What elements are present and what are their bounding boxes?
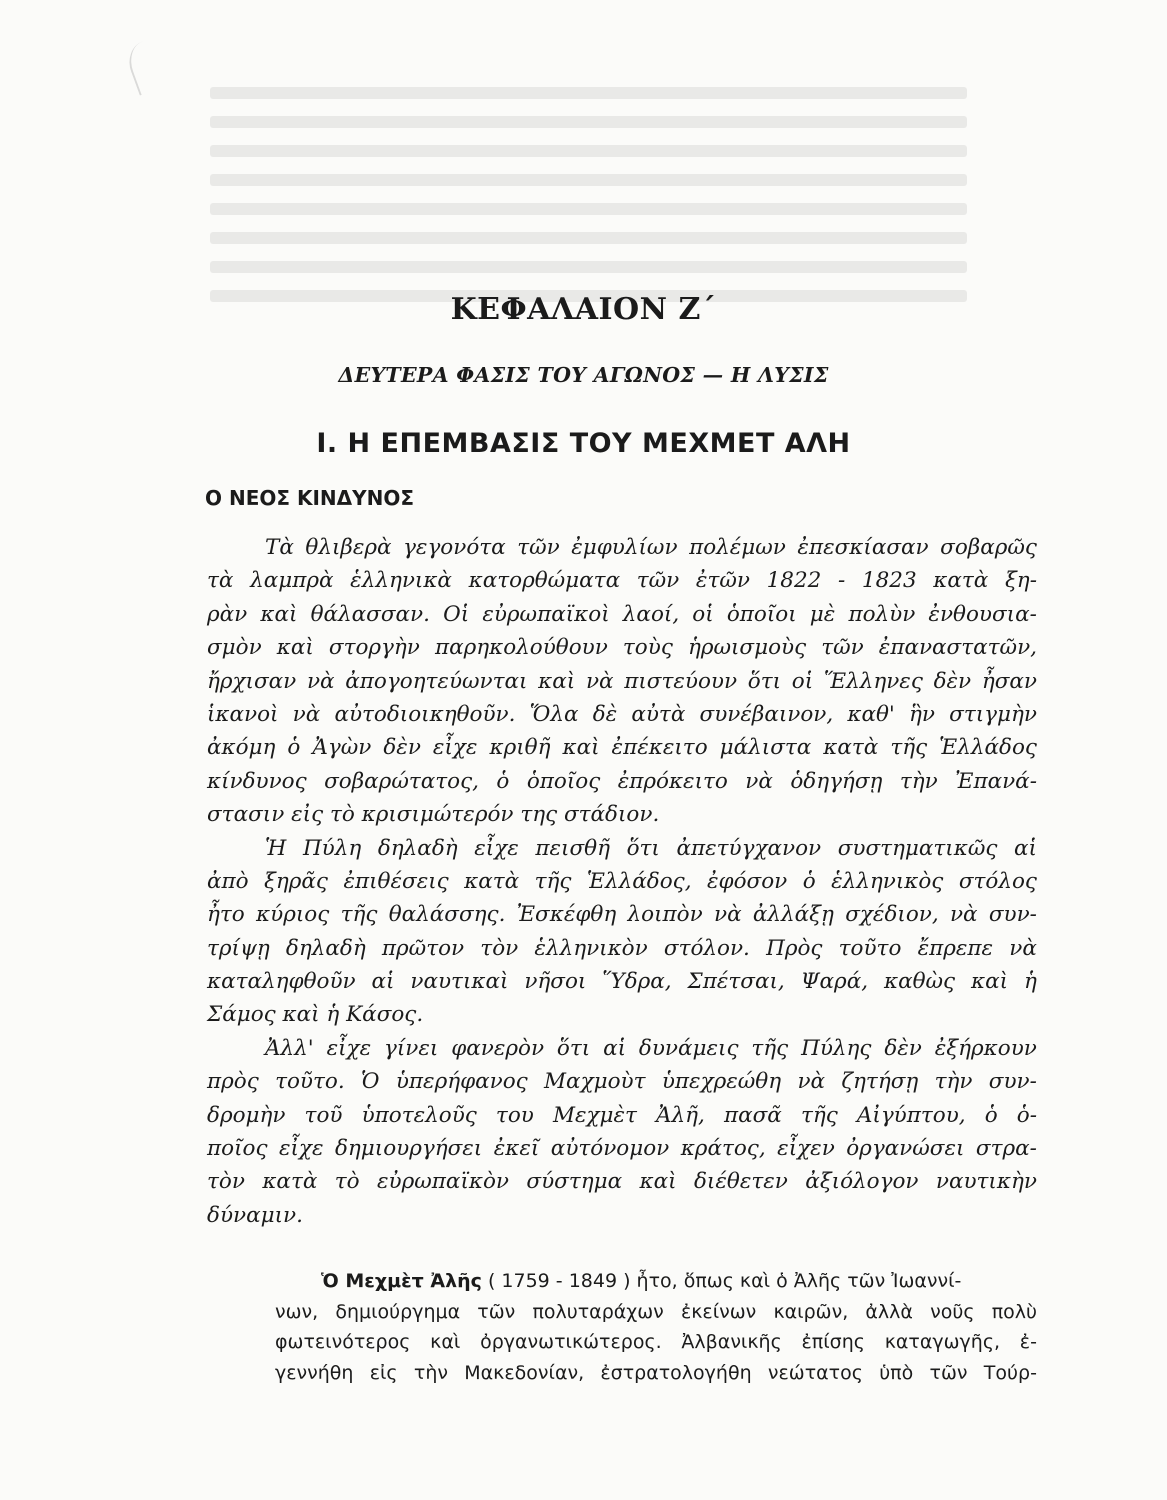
note-line: νων, δημιούργημα τῶν πολυταράχων ἐκείνων καιρῶν, ἀλλὰ νοῦς πολὺ xyxy=(275,1300,1037,1323)
margin-pencil-mark xyxy=(123,34,180,95)
text-line: ρὰν καὶ θάλασσαν. Οἱ εὐρωπαϊκοὶ λαοί, οἱ ὁποῖοι μὲ πολὺν ἐνθουσια- xyxy=(207,601,1037,627)
section-title: Ι. Η ΕΠΕΜΒΑΣΙΣ ΤΟΥ ΜΕΧΜΕΤ ΑΛΗ xyxy=(316,428,851,459)
text-line: δύναμιν. xyxy=(207,1202,303,1228)
text-line: ἀκόμη ὁ Ἀγὼν δὲν εἶχε κριθῆ καὶ ἐπέκειτο μάλιστα κατὰ τῆς Ἑλλάδος xyxy=(207,735,1037,761)
body-text xyxy=(207,535,1037,1236)
paragraph-3 xyxy=(207,1036,1037,1236)
note-line: φωτεινότερος καὶ ὀργανωτικώτερος. Ἀλβανικῆς ἐπίσης καταγωγῆς, ἐ- xyxy=(275,1331,1037,1353)
chapter-title: ΚΕΦΑΛΑΙΟΝ Ζ΄ xyxy=(450,292,717,327)
note-lines xyxy=(275,1301,1037,1393)
text-line: ἤρχισαν νὰ ἀπογοητεύωνται καὶ νὰ πιστεύουν ὅτι οἱ Ἕλληνες δὲν ἦσαν xyxy=(207,668,1037,694)
show-through-text xyxy=(0,70,1167,330)
text-line: δρομὴν τοῦ ὑποτελοῦς του Μεχμὲτ Ἀλῆ, πασᾶ τῆς Αἰγύπτου, ὁ ὁ- xyxy=(207,1102,1037,1128)
section-heading: Ο ΝΕΟΣ ΚΙΝΔΥΝΟΣ xyxy=(205,486,415,510)
note-first-line: ( 1759 - 1849 ) ἦτο, ὅπως καὶ ὁ Ἀλῆς τῶν Ἰωαννί- xyxy=(487,1270,962,1292)
text-line: ποῖος εἶχε δημιουργήσει ἐκεῖ αὐτόνομον κράτος, εἶχεν ὀργανώσει στρα- xyxy=(207,1136,1037,1162)
text-line: Ἡ Πύλη δηλαδὴ εἶχε πεισθῆ ὅτι ἀπετύγχανον συστηματικῶς αἱ xyxy=(265,835,1037,861)
note-line: γεννήθη εἰς τὴν Μακεδονίαν, ἐστρατολογήθη νεώτατος ὑπὸ τῶν Τούρ- xyxy=(275,1361,1037,1384)
note-bold-lead: Ὁ Μεχμὲτ Ἀλῆς xyxy=(321,1270,482,1292)
note-line xyxy=(275,1270,1037,1301)
text-line: τὸν κατὰ τὸ εὐρωπαϊκὸν σύστημα καὶ διέθετεν ἀξιόλογον ναυτικὴν xyxy=(207,1169,1037,1195)
text-line: πρὸς τοῦτο. Ὁ ὑπερήφανος Μαχμοὺτ ὑπεχρεώθη νὰ ζητήσῃ τὴν συν- xyxy=(207,1069,1037,1095)
text-line: κίνδυνος σοβαρώτατος, ὁ ὁποῖος ἐπρόκειτο νὰ ὁδηγήσῃ τὴν Ἐπανά- xyxy=(207,768,1037,794)
paragraph-2 xyxy=(207,836,1037,1036)
biographical-note xyxy=(275,1270,1037,1392)
text-line: σμὸν καὶ στοργὴν παρηκολούθουν τοὺς ἡρωισμοὺς τῶν ἐπαναστατῶν, xyxy=(207,635,1037,661)
text-line: Τὰ θλιβερὰ γεγονότα τῶν ἐμφυλίων πολέμων ἐπεσκίασαν σοβαρῶς xyxy=(265,535,1037,560)
text-line: τρίψῃ δηλαδὴ πρῶτον τὸν ἑλληνικὸν στόλον. Πρὸς τοῦτο ἔπρεπε νὰ xyxy=(207,935,1037,961)
text-line: στασιν εἰς τὸ κρισιμώτερόν της στάδιον. xyxy=(207,802,660,828)
text-line: ἦτο κύριος τῆς θαλάσσης. Ἐσκέφθη λοιπὸν νὰ ἀλλάξῃ σχέδιον, νὰ συν- xyxy=(207,902,1037,928)
text-line: τὰ λαμπρὰ ἑλληνικὰ κατορθώματα τῶν ἐτῶν 1822 - 1823 κατὰ ξη- xyxy=(207,568,1037,594)
chapter-subtitle: ΔΕΥΤΕΡΑ ΦΑΣΙΣ ΤΟΥ ΑΓΩΝΟΣ — Η ΛΥΣΙΣ xyxy=(338,363,829,387)
paragraph-1 xyxy=(207,535,1037,836)
text-line: Σάμος καὶ ἡ Κάσος. xyxy=(207,1002,424,1028)
text-line: ἱκανοὶ νὰ αὐτοδιοικηθοῦν. Ὅλα δὲ αὐτὰ συνέβαινον, καθ' ἣν στιγμὴν xyxy=(207,701,1037,727)
text-line: Ἀλλ' εἶχε γίνει φανερὸν ὅτι αἱ δυνάμεις τῆς Πύλης δὲν ἐξήρκουν xyxy=(265,1035,1037,1061)
text-line: ἀπὸ ξηρᾶς ἐπιθέσεις κατὰ τῆς Ἑλλάδος, ἐφόσον ὁ ἑλληνικὸς στόλος xyxy=(207,868,1037,894)
text-line: καταληφθοῦν αἱ ναυτικαὶ νῆσοι Ὕδρα, Σπέτσαι, Ψαρά, καθὼς καὶ ἡ xyxy=(207,969,1037,995)
